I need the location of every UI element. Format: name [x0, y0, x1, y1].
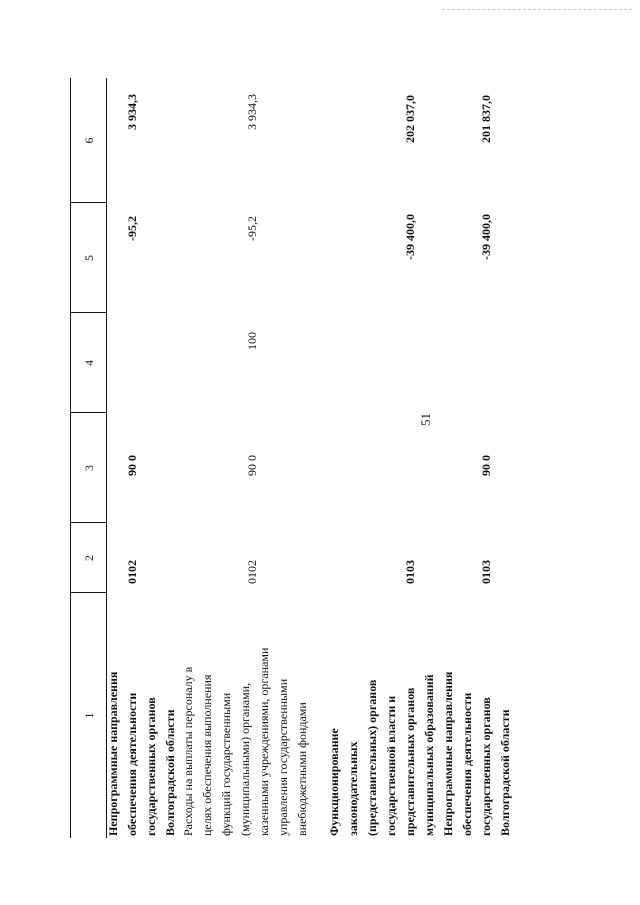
- row-change: -39 400,0: [403, 214, 417, 260]
- row-change: -95,2: [245, 216, 259, 241]
- row-total: 201 837,0: [479, 95, 493, 143]
- header-col-2: 2: [82, 555, 96, 561]
- budget-table: [70, 78, 610, 838]
- row-code: 0103: [403, 560, 417, 584]
- row-target: 90 0: [479, 455, 493, 476]
- scan-edge-mark: [442, 9, 632, 10]
- header-col-6: 6: [82, 137, 96, 144]
- header-col-1: 1: [82, 712, 96, 719]
- table-row-name: Функционирование законодательных (представительных) органов государственной власти и представительных органов муниципальных образований: [327, 674, 436, 836]
- row-code: 0102: [245, 560, 259, 584]
- row-total: 202 037,0: [403, 95, 417, 143]
- row-target: 90 0: [245, 455, 259, 476]
- table-row-name: Расходы на выплаты персоналу в целях обеспечения выполнения функций государственными (муниципальными) органами, казенными учреждениями, органами управления государственными внебюджетными фондами: [181, 647, 309, 836]
- table-header: [70, 78, 107, 838]
- row-total: 3 934,3: [125, 94, 139, 130]
- row-code: 0102: [125, 560, 139, 584]
- row-code: 0103: [479, 560, 493, 584]
- header-col-3: 3: [82, 465, 96, 471]
- row-change: -95,2: [125, 216, 139, 241]
- row-total: 3 934,3: [245, 94, 259, 130]
- header-col-4: 4: [82, 360, 96, 366]
- row-change: -39 400,0: [479, 214, 493, 260]
- table-row-name: Непрограммные направления обеспечения деятельности государственных органов Волгоградской области: [106, 671, 177, 836]
- table-row-name: Непрограммные направления обеспечения деятельности государственных органов Волгоградской области: [441, 671, 512, 836]
- header-col-5: 5: [82, 255, 96, 261]
- row-target: 90 0: [125, 455, 139, 476]
- page-number: 51: [418, 413, 433, 426]
- row-type: 100: [245, 332, 259, 350]
